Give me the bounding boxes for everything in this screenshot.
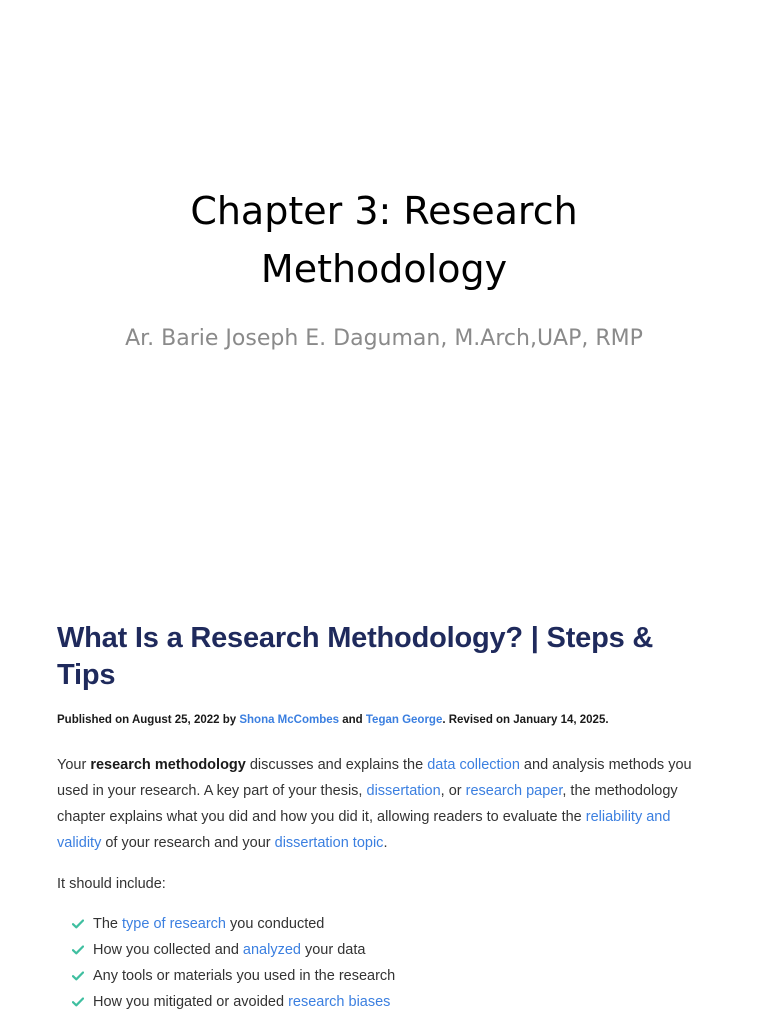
list-item-text: Any tools or materials you used in the research — [93, 968, 396, 984]
include-label: It should include: — [57, 876, 166, 892]
list-item — [57, 989, 717, 1015]
slide-title — [0, 182, 768, 298]
article-meta — [57, 714, 717, 726]
link-research-biases[interactable]: research biases — [288, 994, 391, 1010]
link-research-paper[interactable]: research paper — [465, 783, 563, 799]
article-title: What Is a Research Methodology? | Steps & Tips — [57, 622, 654, 691]
and-text: and — [339, 714, 366, 726]
intro-text: of your research and your — [101, 835, 275, 851]
intro-text: Your — [57, 757, 91, 773]
intro-paragraph — [57, 752, 717, 856]
slide-title-line-1: Chapter 3: Research — [190, 189, 578, 233]
list-item-text: How you mitigated or avoided — [93, 994, 289, 1010]
revised-text: . Revised on January 14, 2025. — [442, 714, 609, 726]
author-link-tegan-george[interactable]: Tegan George — [365, 714, 443, 726]
link-analyzed[interactable]: analyzed — [242, 942, 301, 958]
list-item-text: How you collected and — [93, 942, 243, 958]
list-item-text: your data — [300, 942, 366, 958]
link-data-collection[interactable]: data collection — [427, 757, 520, 773]
list-item — [57, 937, 717, 963]
intro-text: and analysis methods you used in your research. A key part of your thesis, — [57, 757, 692, 799]
link-dissertation-topic[interactable]: dissertation topic — [274, 835, 384, 851]
intro-text: . — [383, 835, 388, 851]
intro-text: , the methodology chapter explains what you did and how you did it, allowing readers to evaluate the — [57, 783, 678, 825]
list-item — [57, 963, 717, 989]
slide-title-line-2: Methodology — [260, 247, 508, 291]
intro-text: , or — [440, 783, 466, 799]
intro-text: discusses and explains the — [245, 757, 428, 773]
link-type-of-research[interactable]: type of research — [122, 916, 226, 932]
link-dissertation[interactable]: dissertation — [366, 783, 441, 799]
check-icon — [72, 945, 84, 955]
check-icon — [72, 997, 84, 1007]
slide-subtitle: Ar. Barie Joseph E. Daguman, M.Arch,UAP, RMP — [125, 326, 643, 351]
published-text: Published on August 25, 2022 by — [57, 714, 240, 726]
list-item — [57, 911, 717, 937]
link-reliability-and-validity[interactable]: reliability and validity — [57, 809, 671, 851]
intro-bold-term: research methodology — [90, 757, 246, 773]
check-icon — [72, 919, 84, 929]
list-item-text: The — [93, 916, 123, 932]
author-link-shona-mccombes[interactable]: Shona McCombes — [239, 714, 340, 726]
check-icon — [72, 971, 84, 981]
article — [57, 620, 717, 1015]
list-item-text: you conducted — [226, 916, 325, 932]
include-list — [57, 911, 717, 1015]
